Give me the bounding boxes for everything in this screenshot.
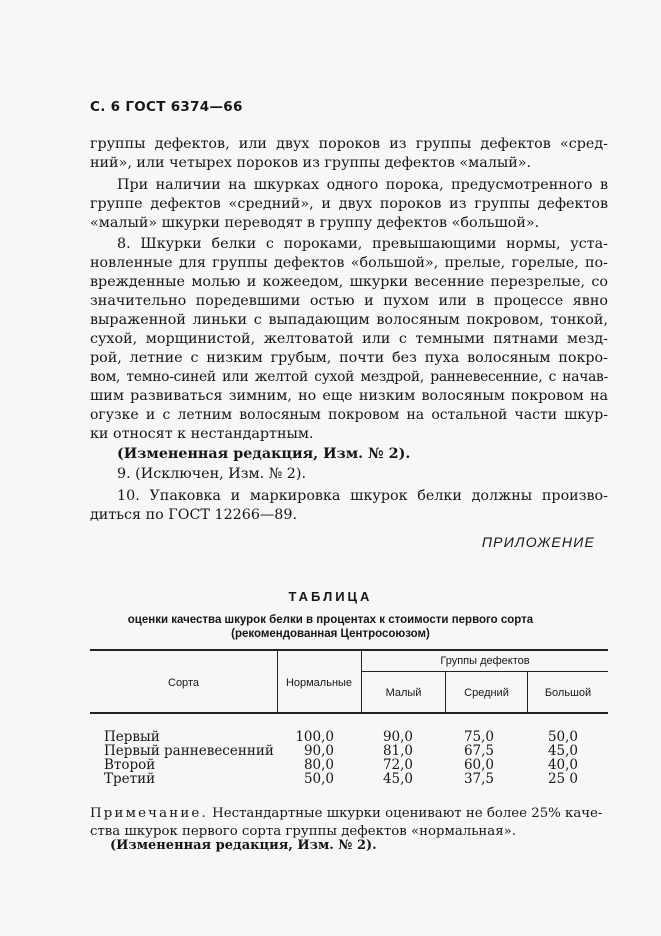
table-top-rule	[90, 649, 608, 651]
text-line: 8. Шкурки белки с пороками, превышающими нормы, уста-	[117, 236, 608, 252]
table-note	[90, 805, 608, 822]
header-sort: Сорта	[168, 677, 199, 689]
cell-small: 45,0	[382, 771, 413, 787]
cell-sort: Третий	[104, 771, 156, 787]
cell-normal: 80,0	[303, 757, 334, 773]
table-header-rule	[90, 712, 608, 714]
text-line: ний», или четырех пороков из группы дефектов «малый».	[90, 155, 532, 171]
cell-small: 81,0	[382, 743, 413, 759]
text-line: диться по ГОСТ 12266—89.	[90, 507, 297, 523]
page-header: С. 6 ГОСТ 6374—66	[90, 99, 243, 115]
cell-large: 50,0	[547, 729, 578, 745]
text-line: 9. (Исключен, Изм. № 2).	[117, 466, 307, 482]
text-line: вом, темно-синей или желтой сухой мездрой, ранневесенние, с начав-	[90, 369, 608, 385]
text-line: группы дефектов, или двух пороков из группы дефектов «сред-	[90, 136, 608, 152]
text-line: группе дефектов «средний», и двух пороков из группы дефектов	[90, 196, 608, 212]
header-large: Большой	[544, 687, 592, 699]
header-medium: Средний	[464, 687, 509, 699]
table-subtitle: (рекомендованная Центросоюзом)	[231, 628, 430, 640]
cell-small: 72,0	[382, 757, 413, 773]
cell-medium: 37,5	[463, 771, 494, 787]
cell-sort: Первый	[104, 729, 160, 745]
text-line: 10. Упаковка и маркировка шкурок белки должны произво-	[117, 488, 608, 504]
edition-note: (Измененная редакция, Изм. № 2).	[117, 446, 411, 462]
cell-medium: 67,5	[463, 743, 494, 759]
header-normal: Нормальные	[285, 677, 353, 689]
cell-normal: 100,0	[295, 729, 334, 745]
appendix-label: ПРИЛОЖЕНИЕ	[481, 534, 595, 550]
text-line: сухой, морщинистой, желтоватой или с темными пятнами мезд-	[90, 331, 608, 347]
edition-note: (Измененная редакция, Изм. № 2).	[110, 838, 377, 853]
header-small: Малый	[385, 687, 422, 699]
note-text: Нестандартные шкурки оценивают не более 25% каче-	[212, 806, 603, 821]
cell-large: 25 0	[547, 771, 578, 787]
text-line: шим развиваться зимним, но еще низким волосяным покровом на	[90, 388, 608, 404]
cell-medium: 75,0	[463, 729, 494, 745]
cell-large: 40,0	[547, 757, 578, 773]
cell-normal: 90,0	[303, 743, 334, 759]
table-group-rule	[362, 671, 608, 672]
text-line: новленные для группы дефектов «большой», прелые, горелые, по-	[90, 255, 608, 271]
note-label: Примечание.	[90, 806, 208, 821]
text-line: врежденные молью и кожеедом, шкурки весенние перезрелые, со	[90, 274, 608, 290]
text-line: выраженной линьки с выпадающим волосяным покровом, тонкой,	[90, 312, 608, 328]
table-title: ТАБЛИЦА	[288, 589, 373, 604]
text-line: огузке и с летним волосяным покровом на остальной части шкур-	[90, 407, 608, 423]
text-line: «малый» шкурки переводят в группу дефектов «большой».	[90, 215, 540, 231]
cell-large: 45,0	[547, 743, 578, 759]
text-line: ки относят к нестандартным.	[90, 426, 314, 442]
table-note-line: ства шкурок первого сорта группы дефектов «нормальная».	[90, 824, 516, 839]
cell-sort: Первый ранневесенний	[104, 743, 274, 759]
text-line: значительно поредевшими остью и пухом или в процессе явно	[90, 293, 608, 309]
table-subtitle: оценки качества шкурок белки в процентах к стоимости первого сорта	[127, 614, 534, 626]
header-defect-groups: Группы дефектов	[440, 655, 530, 667]
cell-medium: 60,0	[463, 757, 494, 773]
cell-small: 90,0	[382, 729, 413, 745]
cell-sort: Второй	[104, 757, 156, 773]
cell-normal: 50,0	[303, 771, 334, 787]
text-line: При наличии на шкурках одного порока, предусмотренного в	[117, 177, 608, 193]
text-line: рой, летние с низким грубым, почти без пуха волосяным покро-	[90, 350, 608, 366]
